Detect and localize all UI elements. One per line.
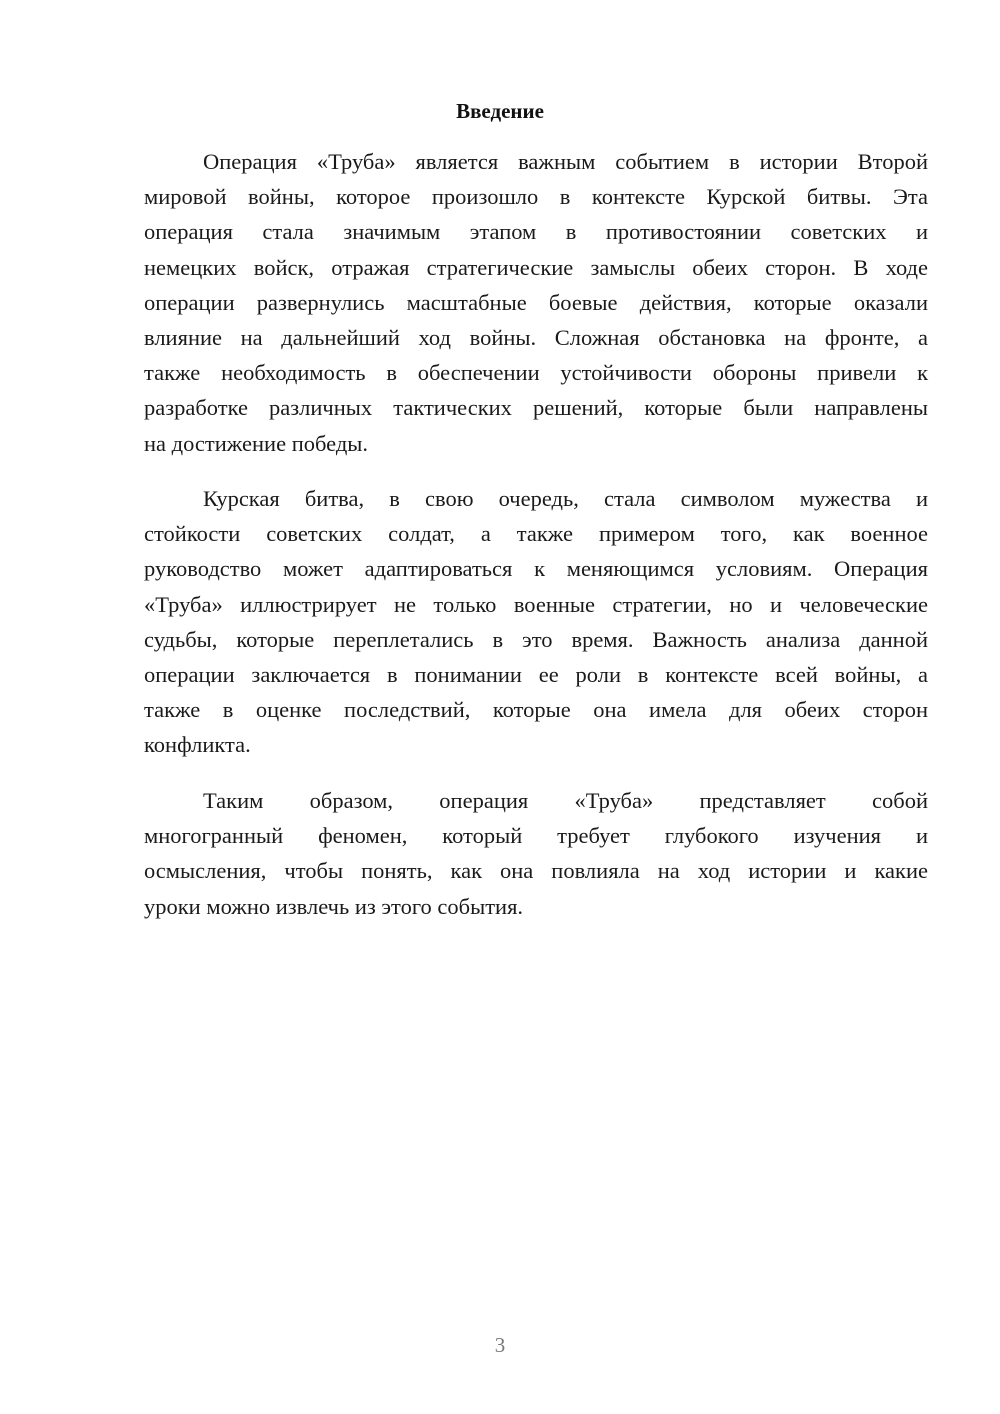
text-line: также необходимость в обеспечении устойчивости обороны привели к	[144, 360, 928, 386]
page-number: 3	[494, 1333, 506, 1357]
text-line: разработке различных тактических решений, которые были направлены	[144, 395, 928, 421]
text-line: многогранный феномен, который требует глубокого изучения и	[144, 823, 928, 849]
text-line: операция стала значимым этапом в противостоянии советских и	[144, 219, 928, 245]
text-line: Курская битва, в свою очередь, стала символом мужества и	[203, 486, 928, 511]
text-line: также в оценке последствий, которые она имела для обеих сторон	[144, 697, 928, 723]
text-line: конфликта.	[144, 732, 251, 758]
text-line: уроки можно извлечь из этого события.	[144, 893, 524, 919]
text-line: судьбы, которые переплетались в это время. Важность анализа данной	[144, 626, 928, 652]
text-line: мировой войны, которое произошло в контексте Курской битвы. Эта	[144, 184, 928, 210]
text-line: руководство может адаптироваться к меняющимся условиям. Операция	[144, 556, 928, 582]
paragraph-3	[144, 783, 928, 924]
text-line: на достижение победы.	[144, 430, 369, 456]
text-line: операции заключается в понимании ее роли в контексте всей войны, а	[144, 661, 928, 687]
text-line: стойкости советских солдат, а также примером того, как военное	[144, 521, 928, 547]
text-line: операции развернулись масштабные боевые действия, которые оказали	[144, 289, 928, 315]
text-line: осмысления, чтобы понять, как она повлияла на ход истории и какие	[144, 858, 928, 884]
text-line: влияние на дальнейший ход войны. Сложная обстановка на фронте, а	[144, 324, 928, 350]
text-line: Операция «Труба» является важным событием в истории Второй	[203, 149, 928, 174]
paragraph-2	[144, 481, 928, 763]
text-line: Таким образом, операция «Труба» представляет собой	[203, 788, 928, 813]
text-line: «Труба» иллюстрирует не только военные стратегии, но и человеческие	[144, 591, 928, 617]
paragraph-1	[144, 144, 928, 461]
text-line: немецких войск, отражая стратегические замыслы обеих сторон. В ходе	[144, 254, 928, 280]
section-title: Введение	[456, 99, 544, 123]
